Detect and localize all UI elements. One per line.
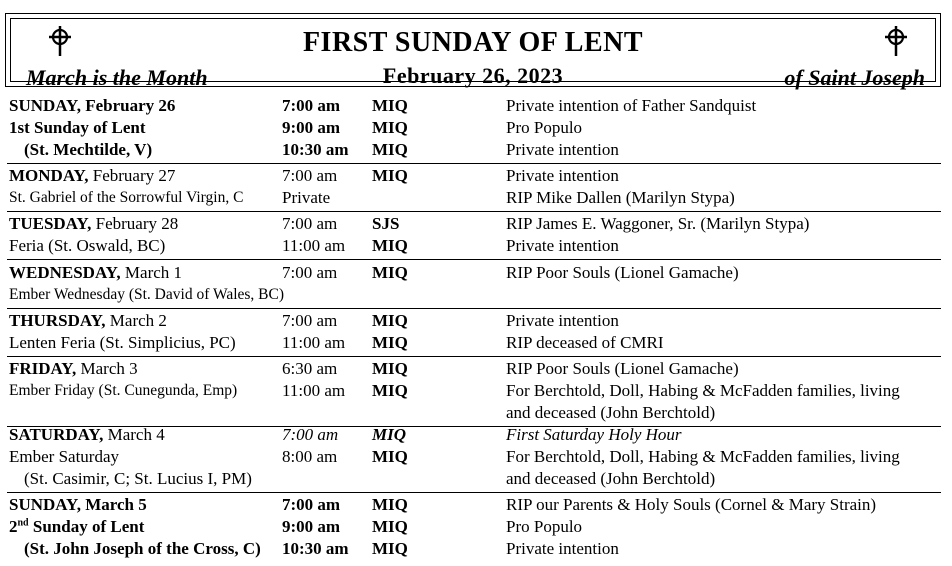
day-divider — [7, 308, 941, 309]
schedule-row — [0, 262, 952, 284]
mass-time: 7:00 am — [282, 311, 338, 330]
celebrant-code: MIQ — [372, 447, 408, 466]
mass-intention: RIP our Parents & Holy Souls (Cornel & Mary Strain) — [506, 495, 877, 514]
saint-label: (St. Mechtilde, V) — [24, 140, 153, 159]
schedule-row — [0, 213, 952, 235]
mass-intention: Private intention — [506, 539, 619, 558]
feast-label: Lenten Feria (St. Simplicius, PC) — [9, 333, 236, 352]
schedule-row — [0, 187, 952, 209]
schedule-row — [0, 235, 952, 257]
mass-time: 7:00 am — [282, 263, 338, 282]
schedule-row — [0, 468, 952, 490]
celebrant-code: MIQ — [372, 495, 408, 514]
mass-time: 7:00 am — [282, 96, 341, 115]
mass-intention: For Berchtold, Doll, Habing & McFadden families, living — [506, 447, 900, 466]
mass-time: 7:00 am — [282, 495, 341, 514]
month-dedication-left: March is the Month — [26, 65, 208, 90]
mass-intention: Private intention — [506, 311, 619, 330]
mass-time: 7:00 am — [282, 425, 339, 444]
celebrant-code: MIQ — [372, 359, 408, 378]
schedule-row — [0, 284, 952, 306]
schedule-row — [0, 424, 952, 446]
schedule-row — [0, 380, 952, 402]
celebrant-code: MIQ — [372, 236, 408, 255]
month-dedication-right: of Saint Joseph — [784, 65, 925, 90]
celebrant-code: MIQ — [372, 311, 408, 330]
mass-intention: RIP Poor Souls (Lionel Gamache) — [506, 263, 739, 282]
saint-label: (St. John Joseph of the Cross, C) — [24, 539, 261, 558]
bulletin-header — [5, 13, 941, 90]
day-label: FRIDAY, March 3 — [9, 359, 138, 378]
mass-intention: RIP Poor Souls (Lionel Gamache) — [506, 359, 739, 378]
mass-time: 8:00 am — [282, 447, 338, 466]
mass-time: 11:00 am — [282, 381, 346, 400]
celebrant-code: MIQ — [372, 517, 408, 536]
celebrant-code: MIQ — [372, 425, 407, 444]
mass-intention: Private intention — [506, 236, 619, 255]
schedule-row — [0, 446, 952, 468]
mass-intention: Pro Populo — [506, 517, 583, 536]
header-inner-border — [10, 18, 936, 90]
schedule-row — [0, 332, 952, 354]
schedule-row — [0, 538, 952, 560]
mass-intention-continued: and deceased (John Berchtold) — [506, 403, 716, 422]
feast-label: 2nd Sunday of Lent — [9, 517, 145, 536]
schedule-row — [0, 358, 952, 380]
mass-time: 10:30 am — [282, 539, 349, 558]
mass-time: 10:30 am — [282, 140, 349, 159]
mass-time: 11:00 am — [282, 236, 346, 255]
schedule-row — [0, 117, 952, 139]
day-divider — [7, 492, 941, 493]
schedule-row — [0, 165, 952, 187]
saint-label: (St. Casimir, C; St. Lucius I, PM) — [24, 469, 252, 488]
day-divider — [7, 163, 941, 164]
schedule-row — [0, 494, 952, 516]
schedule-row — [0, 95, 952, 117]
celebrant-code: SJS — [372, 214, 400, 233]
bulletin-date: February 26, 2023 — [382, 63, 564, 88]
day-divider — [7, 211, 941, 212]
day-label: SATURDAY, March 4 — [9, 425, 165, 444]
day-label: SUNDAY, March 5 — [9, 495, 147, 514]
feast-label: Ember Saturday — [9, 447, 119, 466]
mass-intention: RIP deceased of CMRI — [506, 333, 664, 352]
mass-intention: Private intention of Father Sandquist — [506, 96, 757, 115]
mass-intention-continued: and deceased (John Berchtold) — [506, 469, 716, 488]
feast-label: St. Gabriel of the Sorrowful Virgin, C — [9, 189, 244, 206]
feast-label: Ember Wednesday (St. David of Wales, BC) — [9, 286, 285, 303]
feast-label: Ember Friday (St. Cunegunda, Emp) — [9, 382, 238, 399]
schedule-row — [0, 139, 952, 161]
feast-label: Feria (St. Oswald, BC) — [9, 236, 166, 255]
day-label: MONDAY, February 27 — [9, 166, 176, 185]
mass-intention: First Saturday Holy Hour — [506, 425, 682, 444]
celebrant-code: MIQ — [372, 140, 408, 159]
celebrant-code: MIQ — [372, 263, 408, 282]
celebrant-code: MIQ — [372, 539, 408, 558]
celebrant-code: MIQ — [372, 118, 408, 137]
mass-intention: Private intention — [506, 140, 619, 159]
celebrant-code: MIQ — [372, 96, 408, 115]
mass-time: 9:00 am — [282, 118, 341, 137]
celebrant-code: MIQ — [372, 333, 408, 352]
mass-intention: RIP Mike Dallen (Marilyn Stypa) — [506, 188, 735, 207]
day-divider — [7, 259, 941, 260]
mass-time: 6:30 am — [282, 359, 338, 378]
day-label: WEDNESDAY, March 1 — [9, 263, 183, 282]
mass-time: 7:00 am — [282, 214, 338, 233]
day-label: SUNDAY, February 26 — [9, 96, 176, 115]
mass-intention: For Berchtold, Doll, Habing & McFadden families, living — [506, 381, 900, 400]
mass-time: 7:00 am — [282, 166, 338, 185]
feast-label: 1st Sunday of Lent — [9, 118, 146, 137]
day-label: TUESDAY, February 28 — [9, 214, 179, 233]
day-label: THURSDAY, March 2 — [9, 311, 167, 330]
schedule-row — [0, 310, 952, 332]
schedule-row — [0, 516, 952, 538]
mass-intention: RIP James E. Waggoner, Sr. (Marilyn Stypa) — [506, 214, 810, 233]
schedule-row — [0, 402, 952, 424]
celebrant-code: MIQ — [372, 381, 408, 400]
mass-time: 9:00 am — [282, 517, 341, 536]
day-divider — [7, 356, 941, 357]
mass-time: 11:00 am — [282, 333, 346, 352]
mass-intention: Pro Populo — [506, 118, 583, 137]
mass-time: Private — [282, 188, 331, 207]
celebrant-code: MIQ — [372, 166, 408, 185]
mass-intention: Private intention — [506, 166, 619, 185]
page-title: FIRST SUNDAY OF LENT — [302, 27, 644, 58]
